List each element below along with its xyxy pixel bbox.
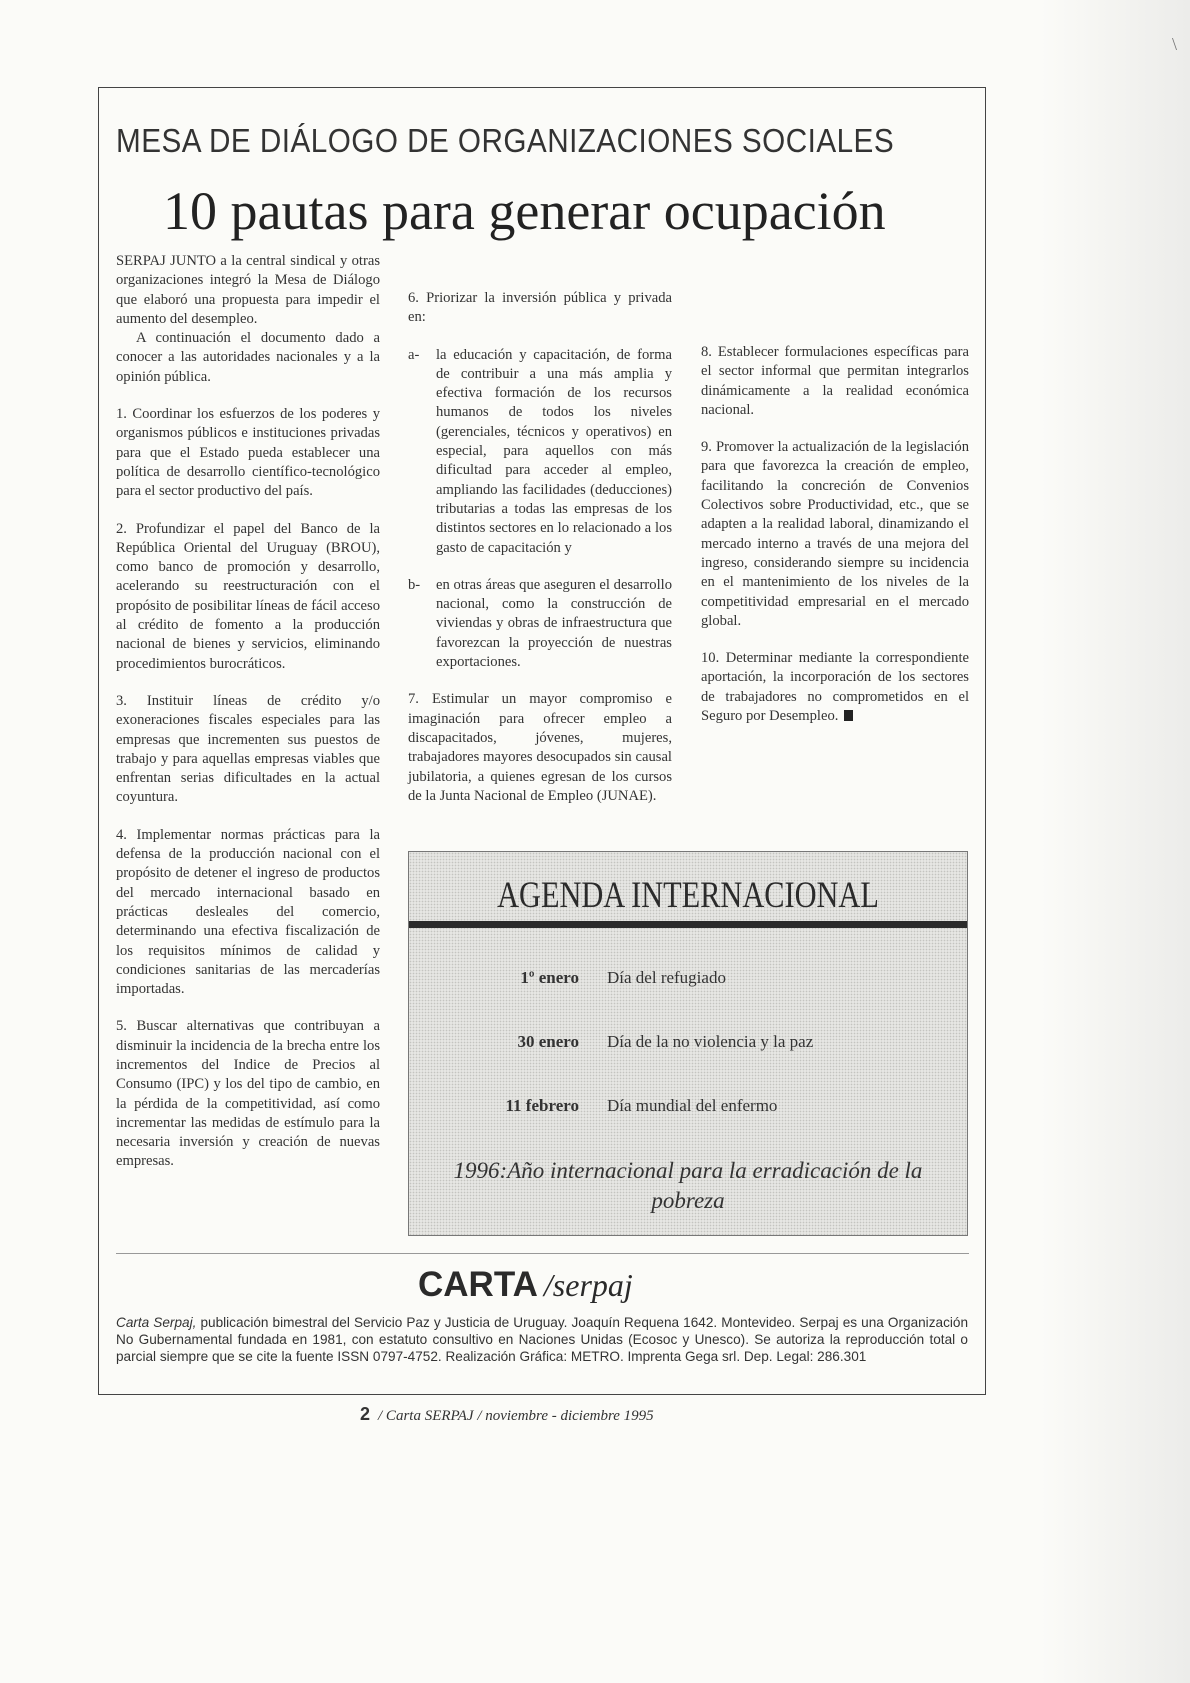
- list-marker: a-: [408, 346, 420, 363]
- intro-paragraph-2: A continuación el documento dado a conocer a las autoridades nacionales y a la opinión pública.: [116, 330, 380, 385]
- agenda-date: 1º enero: [520, 968, 579, 987]
- guideline-6b: [408, 576, 672, 672]
- guideline-1: 1. Coordinar los esfuerzos de los poderes y organismos públicos e instituciones privadas para que el Estado pueda establecer una política de desarrollo científico-tecnológico para el sector productivo del país.: [116, 406, 380, 500]
- publication-info: / Carta SERPAJ / noviembre - diciembre 1995: [378, 1408, 654, 1424]
- guideline-6b-text: en otras áreas que aseguren el desarrollo nacional, como la construcción de viviendas y obras de infraestructura que favorezcan la proyección de nuestras exportaciones.: [436, 576, 672, 671]
- guideline-6: 6. Priorizar la inversión pública y privada en:: [408, 290, 672, 326]
- guideline-3: 3. Instituir líneas de crédito y/o exoneraciones fiscales especiales para las empresas que incrementen sus puestos de trabajo y para aquellas empresas viables que enfrentan serias dificultades en la actual coyuntura.: [116, 692, 380, 806]
- guideline-8: 8. Establecer formulaciones específicas para el sector informal que permitan integrarlos dinámicamente a la realidad económica nacional.: [701, 344, 969, 418]
- scan-mark: \: [1172, 34, 1178, 54]
- intro-paragraph: SERPAJ JUNTO a la central sindical y otras organizaciones integró la Mesa de Diálogo que elaboró una propuesta para impedir el aumento del desempleo.: [116, 253, 380, 327]
- list-marker: b-: [408, 576, 421, 593]
- masthead-logo: [418, 1265, 633, 1305]
- agenda-entry: [409, 968, 967, 992]
- guideline-6a: [408, 346, 672, 558]
- agenda-year-note: 1996:Año internacional para la erradicación de la pobreza: [453, 1158, 923, 1213]
- agenda-date: 30 enero: [517, 1032, 579, 1051]
- article-kicker: MESA DE DIÁLOGO DE ORGANIZACIONES SOCIALES: [116, 122, 895, 159]
- page-edge-shadow: [1040, 0, 1190, 1683]
- end-of-article-icon: [844, 710, 853, 721]
- agenda-event: Día de la no violencia y la paz: [607, 1032, 814, 1051]
- guideline-5: 5. Buscar alternativas que contribuyan a disminuir la incidencia de la brecha entre los incrementos del Indice de Precios al Consumo (IPC) y los del tipo de cambio, en la pérdida de la competitividad, así como incrementar las medidas de estímulo para la necesaria inversión y creación de nuevas empresas.: [116, 1018, 380, 1170]
- page-footer: [360, 1404, 654, 1425]
- agenda-title: AGENDA INTERNACIONAL: [497, 875, 879, 916]
- agenda-box: [408, 851, 968, 1236]
- guideline-4: 4. Implementar normas prácticas para la defensa de la producción nacional con el propósito de detener el ingreso de productos del mercado internacional basado en prácticas desleales del comercio, determinando una efectiva fiscalización de los requisitos mínimos de calidad y condiciones sanitarias de las mercaderías importadas.: [116, 826, 380, 998]
- article-headline: 10 pautas para generar ocupación: [163, 181, 886, 241]
- agenda-entry: [409, 1096, 967, 1120]
- page-number: 2: [360, 1404, 371, 1424]
- agenda-event: Día del refugiado: [607, 968, 726, 987]
- guideline-9: 9. Promover la actualización de la legislación para que favorezca la creación de empleo, facilitando la concreción de Convenios Colectivos sobre Productividad, etc., que se adapten a la realidad laboral, dinamizando el mercado interno a través de una mejora del ingreso, considerando siempre su incidencia en el mantenimiento de los niveles de la competitividad empresarial en el mercado global.: [701, 439, 969, 629]
- brand-sub: /serpaj: [543, 1267, 633, 1303]
- column-3: [701, 343, 969, 744]
- agenda-divider: [409, 921, 967, 928]
- brand-main: CARTA: [418, 1265, 538, 1304]
- imprint-title: Carta Serpaj,: [116, 1315, 197, 1330]
- column-1: [116, 252, 380, 1190]
- guideline-10: [701, 649, 969, 726]
- agenda-date: 11 febrero: [505, 1096, 579, 1115]
- column-2: [408, 289, 672, 824]
- guideline-2: 2. Profundizar el papel del Banco de la República Oriental del Uruguay (BROU), como banco de promoción y desarrollo, acelerando su reestructuración con el propósito de posibilitar líneas de fácil acceso al crédito de fomento a la producción nacional de bienes y servicios, eliminando procedimientos burocráticos.: [116, 520, 380, 672]
- agenda-event: Día mundial del enfermo: [607, 1096, 778, 1115]
- guideline-6a-text: la educación y capacitación, de forma de contribuir a una más amplia y efectiva formación de los recursos humanos de todos los niveles (gerenciales, técnicos y operativos) en especial, para aquellos con más dificultad para acceder al empleo, ampliando las facilidades (deducciones) tributarias a todas las empresas de los distintos sectores en lo relacionado a los gasto de capacitación y: [436, 346, 672, 556]
- imprint-body: publicación bimestral del Servicio Paz y Justicia de Uruguay. Joaquín Requena 1642. Montevideo. Serpaj es una Organización No Gubernamental fundada en 1981, con estatuto consultivo en Naciones Unidas (Ecosoc y Unesco). Se autoriza la reproducción total o parcial siempre que se cite la fuente ISSN 0797-4752. Realización Gráfica: METRO. Imprenta Gega srl. Dep. Legal: 286.301: [116, 1315, 969, 1364]
- agenda-entry: [409, 1032, 967, 1056]
- guideline-7: 7. Estimular un mayor compromiso e imaginación para ofrecer empleo a discapacitados, jóvenes, mujeres, trabajadores mayores desocupados sin causal jubilatoria, a quienes egresan de los cursos de la Junta Nacional de Empleo (JUNAE).: [408, 691, 672, 804]
- guideline-10-text: 10. Determinar mediante la correspondiente aportación, la incorporación de los sectores de trabajadores no comprometidos en el Seguro por Desempleo.: [701, 650, 969, 725]
- masthead-divider: [116, 1253, 969, 1254]
- imprint-text: [116, 1314, 968, 1365]
